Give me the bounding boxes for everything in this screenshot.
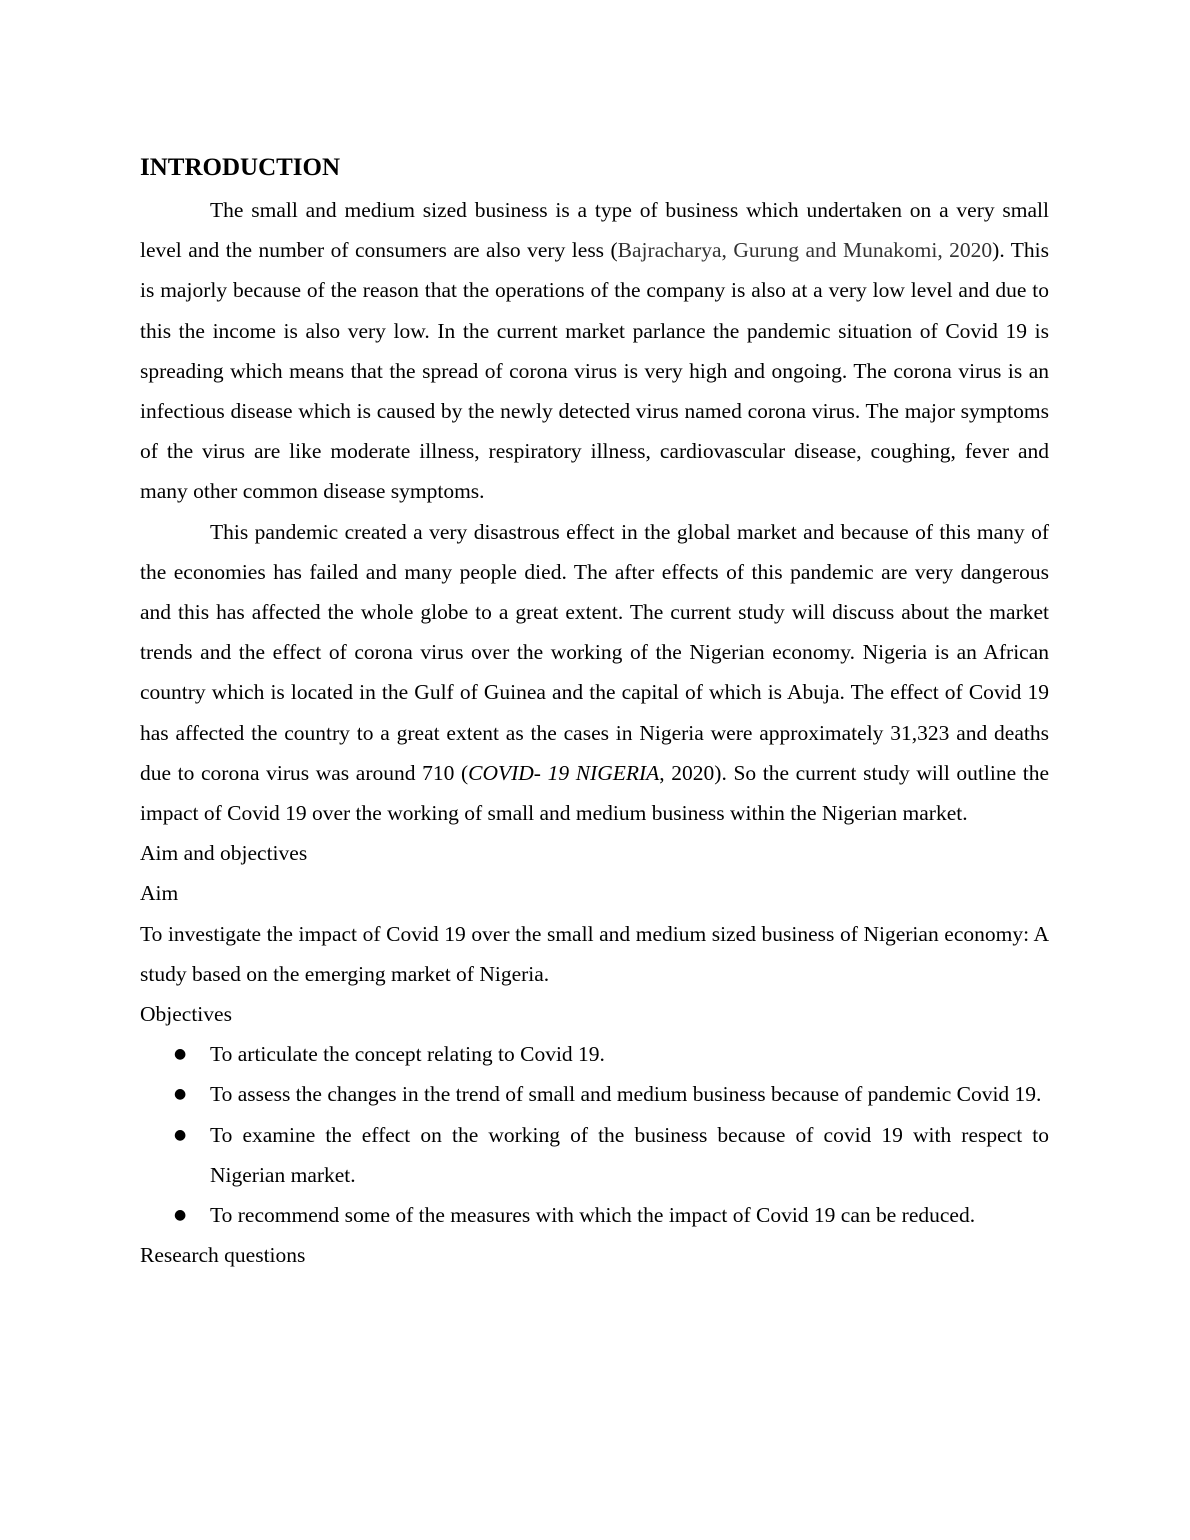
objective-item-4 bbox=[140, 1195, 1049, 1235]
paragraph-2-text-before: This pandemic created a very disastrous effect in the global market and because of this many of the economies has failed and many people died. The after effects of this pandemic are very dangerous and this has affected the whole globe to a great extent. The current study will discuss about the market trends and the effect of corona virus over the working of the Nigerian economy. Nigeria is an African country which is located in the Gulf of Guinea and the capital of which is Abuja. The effect of Covid 19 has affected the country to a great extent as the cases in Nigeria were approximately 31,323 and deaths due to corona virus was around 710 ( bbox=[140, 519, 1049, 785]
objective-text: To assess the changes in the trend of small and medium business because of pandemic Covid 19. bbox=[210, 1082, 1042, 1107]
aim-text: To investigate the impact of Covid 19 over the small and medium sized business of Nigerian economy: A study based on the emerging market of Nigeria. bbox=[140, 921, 1049, 986]
bullet-icon: ● bbox=[174, 1126, 187, 1143]
objectives-heading: Objectives bbox=[140, 1002, 232, 1027]
section-heading-introduction: INTRODUCTION bbox=[140, 154, 341, 181]
objective-item-3 bbox=[140, 1115, 1049, 1195]
objective-item-1 bbox=[140, 1034, 1049, 1074]
paragraph-1-text-after: ). This is majorly because of the reason that the operations of the company is also at a very low level and due to this the income is also very low. In the current market parlance the pandemic situation of Covid 19 is spreading which means that the spread of corona virus is very high and ongoing. The corona virus is an infectious disease which is caused by the newly detected virus named corona virus. The major symptoms of the virus are like moderate illness, respiratory illness, cardiovascular disease, coughing, fever and many other common disease symptoms. bbox=[140, 238, 1049, 504]
research-questions-heading: Research questions bbox=[140, 1243, 306, 1268]
bullet-icon: ● bbox=[174, 1046, 187, 1063]
objective-text: To examine the effect on the working of the business because of covid 19 with respect to Nigerian market. bbox=[210, 1122, 1049, 1187]
document-page bbox=[140, 150, 1049, 1275]
objective-text: To articulate the concept relating to Covid 19. bbox=[210, 1042, 605, 1067]
paragraph-2-text-after: , 2020). So the current study will outline the impact of Covid 19 over the working of small and medium business within the Nigerian market. bbox=[140, 760, 1050, 826]
intro-paragraph-2 bbox=[140, 512, 1049, 834]
aim-objectives-heading: Aim and objectives bbox=[140, 841, 308, 866]
objective-item-2 bbox=[140, 1074, 1049, 1114]
bullet-icon: ● bbox=[174, 1086, 187, 1103]
bullet-icon: ● bbox=[174, 1207, 187, 1224]
paragraph-1-text-before: The small and medium sized business is a type of business which undertaken on a very small level and the number of consumers are also very less ( bbox=[140, 198, 1049, 263]
objective-text: To recommend some of the measures with which the impact of Covid 19 can be reduced. bbox=[210, 1203, 976, 1228]
intro-paragraph-1 bbox=[140, 190, 1049, 512]
objectives-list bbox=[140, 1034, 1049, 1235]
citation-bajracharya: Bajracharya, Gurung and Munakomi, 2020 bbox=[617, 238, 993, 263]
aim-heading: Aim bbox=[140, 881, 179, 906]
citation-covid-nigeria: COVID- 19 NIGERIA bbox=[468, 760, 660, 785]
